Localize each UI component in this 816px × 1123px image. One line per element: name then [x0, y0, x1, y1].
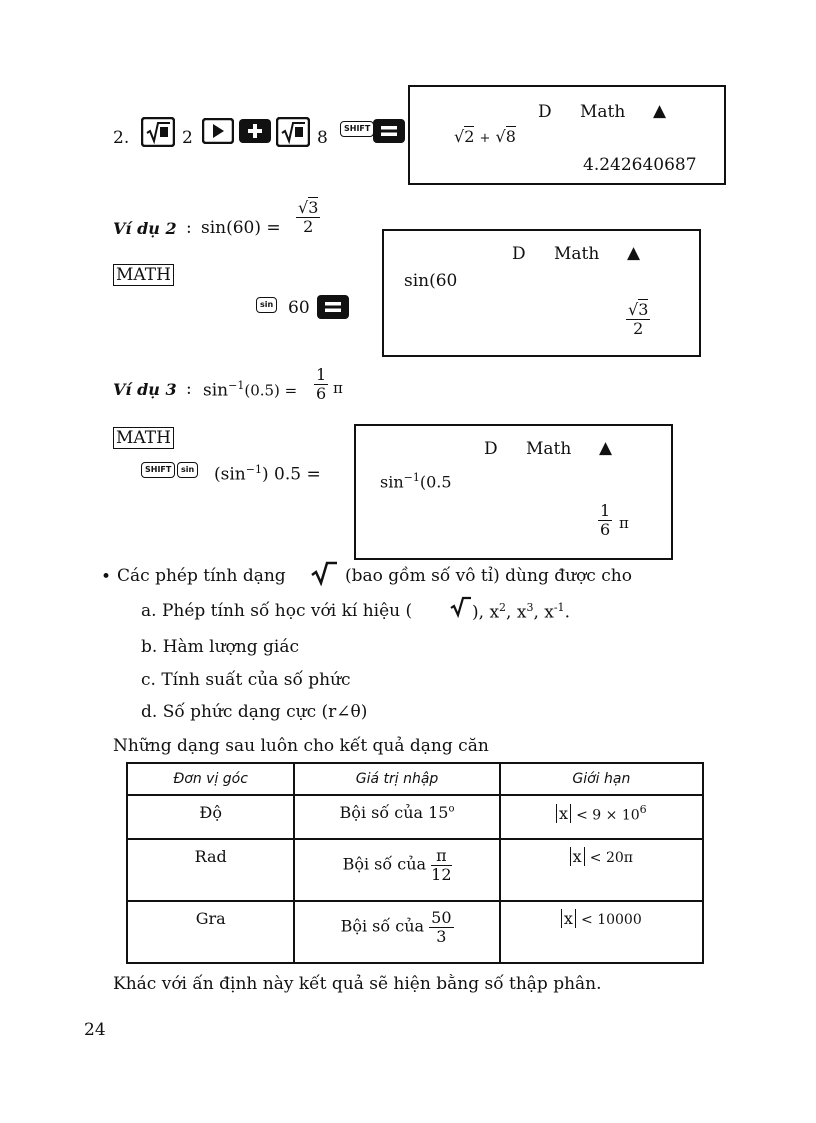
bullet-item-b: b. Hàm lượng giác — [141, 637, 300, 657]
equals-key-icon-2[interactable] — [316, 294, 350, 320]
indicator-d: D — [512, 244, 526, 264]
math-mode-label: MATH — [113, 264, 174, 286]
input-text: Bội số của — [342, 854, 427, 874]
bullet-item-c: c. Tính suất của số phức — [141, 670, 351, 690]
input-fraction — [431, 847, 451, 883]
inverse-sin-note — [214, 463, 321, 485]
cell-unit: Rad — [194, 847, 227, 866]
fraction-denominator: 3 — [436, 926, 447, 946]
example3-title: Ví dụ 3 — [113, 380, 177, 399]
result-numerator: 3 — [638, 300, 649, 319]
table-row — [127, 901, 703, 963]
sqrt-symbol-icon-2 — [450, 596, 472, 618]
example2-equation: sin(60) = — [201, 218, 281, 238]
paren-open: (sin — [214, 464, 246, 485]
table-intro: Những dạng sau luôn cho kết quả dạng căn — [113, 736, 489, 756]
example3-fraction — [314, 366, 328, 402]
cell-input — [296, 797, 497, 822]
item-a-mid2: , x — [533, 602, 554, 623]
plus-key-icon[interactable] — [238, 118, 272, 144]
input-arg: (0.5 — [419, 472, 452, 492]
indicator-math: Math — [554, 244, 600, 264]
abs-x: x — [570, 847, 585, 866]
fraction-denominator: 6 — [316, 383, 327, 403]
limit-text: < 20π — [589, 850, 633, 866]
exp-3: 3 — [526, 601, 534, 614]
sqrt-symbol: √ — [298, 198, 309, 217]
shift-key[interactable]: SHIFT — [340, 121, 374, 137]
sqrt-key-icon[interactable] — [141, 117, 175, 147]
cell-unit: Gra — [195, 909, 226, 928]
math-mode-label-2: MATH — [113, 427, 174, 449]
item-a-powers — [472, 601, 570, 623]
example2-title: Ví dụ 2 — [113, 219, 177, 238]
screen-result-fraction — [598, 502, 612, 538]
angle-unit-table — [126, 762, 704, 964]
item-a-tail: ), x — [472, 602, 500, 623]
indicator-d: D — [484, 439, 498, 459]
equation-fn: sin — [203, 380, 229, 401]
equals-key-icon[interactable] — [372, 118, 406, 144]
radicand-a: 2 — [464, 127, 475, 146]
equation-exponent: −1 — [228, 379, 245, 392]
limit-text: < 10000 — [581, 912, 642, 928]
digit-8: 8 — [317, 128, 328, 148]
fraction-numerator: 1 — [316, 365, 327, 384]
indicator-math: Math — [526, 439, 572, 459]
calculator-screen-2 — [382, 229, 701, 357]
item-a-label: a. Phép tính số học với kí hiệu ( — [141, 601, 413, 621]
sqrt-symbol: √ — [628, 300, 639, 319]
example2-colon: : — [186, 218, 192, 238]
calculator-screen-1 — [408, 85, 726, 185]
cell-limit — [502, 903, 701, 928]
shift-key-2[interactable]: SHIFT — [141, 462, 175, 478]
indicator-d: D — [538, 102, 552, 122]
sqrt-key-icon-2[interactable] — [276, 117, 310, 147]
paren-close: ) 0.5 = — [261, 464, 321, 485]
cell-input — [296, 903, 497, 945]
radicand-b: 8 — [505, 127, 516, 146]
input-text: Bội số của 15 — [339, 803, 449, 822]
fraction-numerator: 50 — [431, 908, 452, 927]
header-unit: Đơn vị góc — [127, 763, 294, 795]
cell-limit — [502, 797, 701, 823]
calculator-screen-3 — [354, 424, 673, 560]
indicator-arrow: ▲ — [627, 243, 641, 263]
bullet-text-after: (bao gồm số vô tỉ) dùng được cho — [345, 566, 632, 586]
example2-value: 60 — [288, 298, 310, 318]
indicator-arrow: ▲ — [599, 438, 613, 458]
result-denominator: 6 — [600, 519, 611, 539]
sin-key-2[interactable]: sin — [177, 462, 198, 478]
note-exponent: −1 — [245, 463, 262, 476]
fraction-numerator: 3 — [308, 198, 319, 217]
abs-x: x — [556, 804, 571, 823]
exp-minus-1: -1 — [553, 601, 565, 614]
fraction-denominator: 2 — [303, 216, 314, 236]
bullet-item-d: d. Số phức dạng cực (r∠θ) — [141, 702, 368, 722]
screen-expression — [454, 127, 516, 146]
result-denominator: 2 — [633, 318, 644, 338]
equation-arg: (0.5) = — [244, 381, 298, 400]
item-a-mid1: , x — [506, 602, 527, 623]
indicator-arrow: ▲ — [653, 101, 667, 121]
sqrt-symbol-icon — [310, 560, 338, 586]
sqrt-symbol-2: √ — [495, 127, 506, 146]
input-text: Bội số của — [340, 916, 425, 936]
table-row — [127, 839, 703, 901]
sqrt-symbol: √ — [454, 127, 465, 146]
input-fn: sin — [380, 472, 404, 492]
plus-symbol: + — [479, 131, 491, 146]
digit-2: 2 — [182, 128, 193, 148]
page-number: 24 — [84, 1020, 106, 1040]
cell-unit: Độ — [199, 803, 222, 822]
example3-colon: : — [186, 379, 192, 399]
bullet-mark: • — [101, 567, 112, 587]
header-input: Giá trị nhập — [294, 763, 499, 795]
exp-2: 2 — [499, 601, 507, 614]
table-header-row — [127, 763, 703, 795]
cell-limit — [502, 841, 701, 866]
abs-x: x — [561, 909, 576, 928]
sin-key[interactable]: sin — [256, 297, 277, 313]
fraction-denominator: 12 — [431, 864, 452, 884]
result-numerator: 1 — [600, 501, 611, 520]
cell-input — [296, 841, 497, 883]
fraction-numerator: π — [431, 847, 451, 866]
limit-text: < 9 × 10 — [576, 807, 640, 824]
pi-symbol: π — [333, 379, 343, 397]
header-limit: Giới hạn — [500, 763, 703, 795]
screen-input — [380, 471, 452, 491]
degree-sup: o — [448, 803, 455, 815]
bullet-text-before: Các phép tính dạng — [117, 566, 286, 586]
example3-equation — [203, 379, 297, 401]
screen-result-fraction — [626, 301, 650, 337]
right-arrow-key-icon[interactable] — [202, 118, 234, 144]
input-exp: −1 — [403, 471, 420, 484]
input-fraction — [429, 909, 453, 945]
example1-number: 2. — [113, 128, 130, 148]
table-row — [127, 795, 703, 839]
footer-text: Khác với ấn định này kết quả sẽ hiện bằng số thập phân. — [113, 974, 602, 994]
item-a-end: . — [564, 602, 570, 623]
screen-result: 4.242640687 — [583, 155, 697, 175]
result-pi: π — [619, 514, 629, 532]
limit-exp: 6 — [639, 803, 647, 816]
screen-input: sin(60 — [404, 271, 458, 291]
example2-fraction — [296, 199, 320, 235]
indicator-math: Math — [580, 102, 626, 122]
bullet-item-a — [141, 601, 412, 621]
